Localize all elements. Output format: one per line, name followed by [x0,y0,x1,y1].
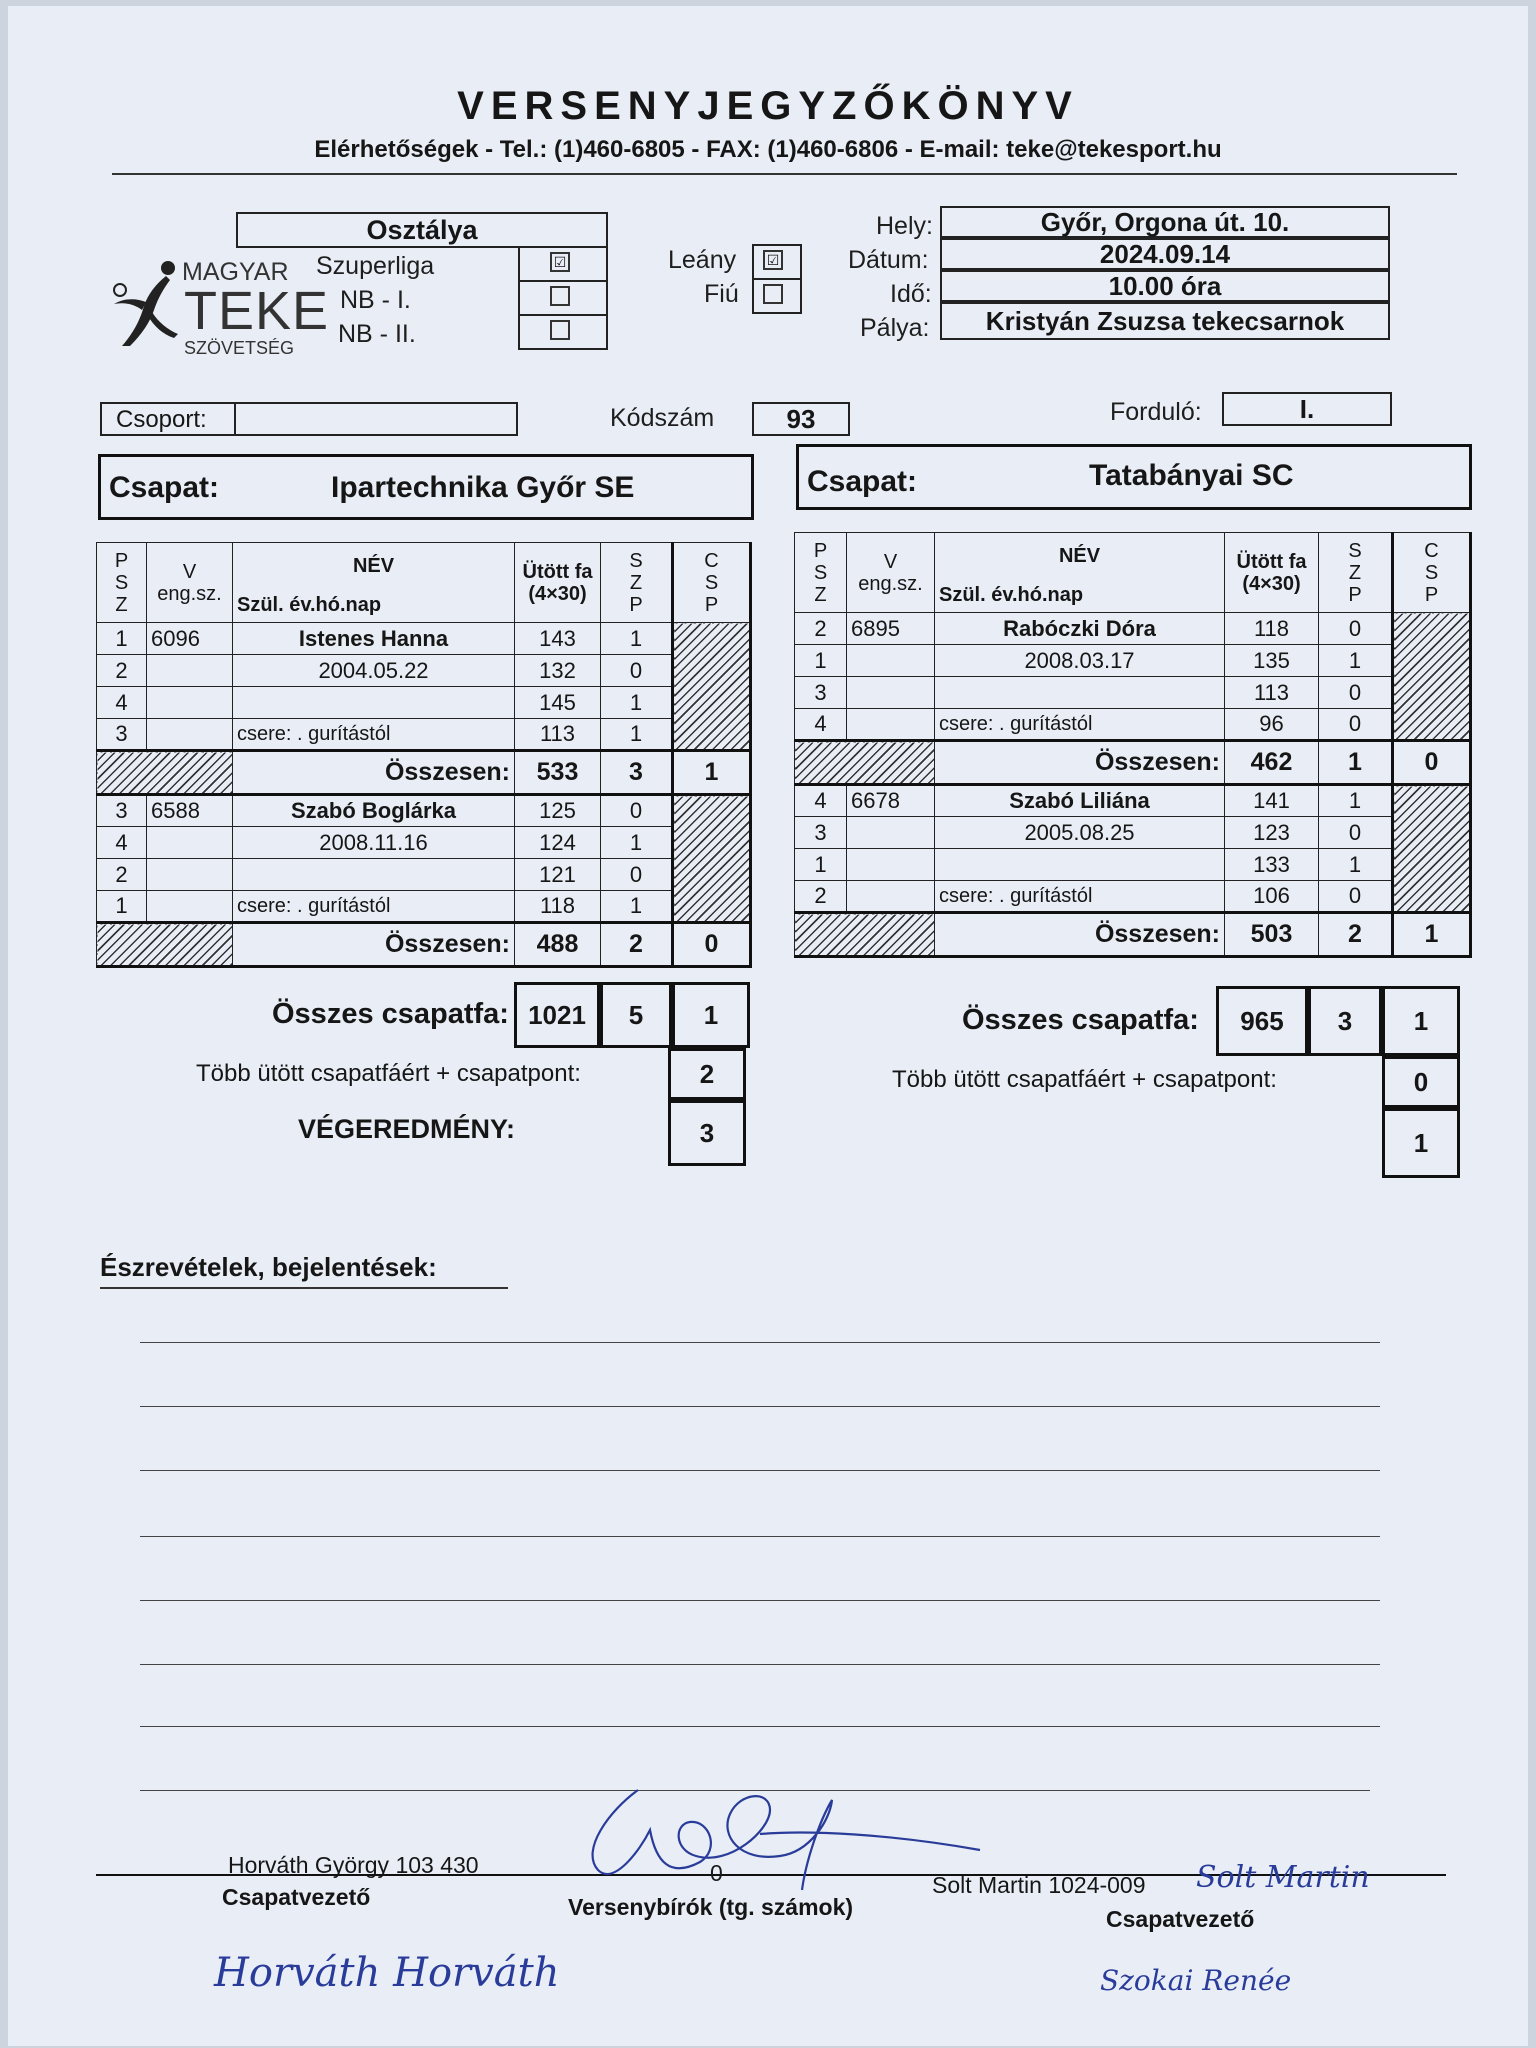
col-v: V eng.sz. [147,543,233,623]
table-row: 2 6895 Rabóczki Dóra 118 0 [795,613,1471,645]
col-nev: NÉV Szül. év.hó.nap [233,543,515,623]
table-row: 2 2004.05.22 132 0 [97,655,751,687]
col-csp: C S P [673,543,751,623]
table-row: 1 csere: . gurítástól 118 1 [97,891,751,923]
table-row: 1 133 1 [795,849,1471,881]
score-table-away [794,532,1472,958]
kodszam-value: 93 [752,402,850,436]
total-label-home: Összes csapatfa: [272,998,509,1030]
right-manager-signature: Solt Martin [1196,1860,1370,1895]
table-row: 2 csere: . gurítástól 106 0 [795,881,1471,913]
table-row: 4 6678 Szabó Liliána 141 1 [795,785,1471,817]
team-szp-home: 5 [600,982,672,1048]
team-total-home: 1021 [514,982,600,1048]
remarks-label: Észrevételek, bejelentések: [100,1252,508,1289]
fordulo-label: Forduló: [1110,398,1202,426]
team-name-away: Tatabányai SC [1089,459,1294,492]
final-away: 1 [1382,1108,1460,1178]
col-psz: P S Z [795,533,847,613]
referee-signature-number: 0 [710,1860,723,1886]
class-option-label-nb1: NB - I. [340,286,411,314]
score-table-header [97,543,751,623]
table-row: 3 csere: . gurítástól 113 1 [97,719,751,751]
team-box-home [98,454,754,520]
class-title: Osztálya [236,212,608,248]
logo-text-magyar: MAGYAR [182,258,289,286]
federation-logo [108,250,330,360]
datum-label: Dátum: [848,246,929,274]
total-label-away: Összes csapatfa: [962,1004,1199,1036]
contact-line: Elérhetőségek - Tel.: (1)460-6805 - FAX: (1)460-6806 - E-mail: teke@tekesport.hu [314,136,1222,163]
col-v: V eng.sz. [847,533,935,613]
team-total-away: 965 [1216,986,1308,1056]
subtotal-row: Összesen: 488 2 0 [97,923,751,967]
ido-value: 10.00 óra [940,270,1390,302]
referee-signature-scribble [570,1770,1010,1900]
subtotal-row: Összesen: 503 2 1 [795,913,1471,957]
csoport-box [100,402,518,436]
remarks-line [140,1600,1380,1601]
team-box-away [796,444,1472,510]
nb2-checkbox[interactable] [550,320,570,340]
fordulo-value: I. [1222,392,1392,426]
palya-value: Kristyán Zsuzsa tekecsarnok [940,302,1390,340]
fiu-checkbox[interactable] [763,284,783,304]
table-row: 3 2005.08.25 123 0 [795,817,1471,849]
bonus-label-away: Több ütött csapatfáért + csapatpont: [892,1066,1277,1093]
bonus-label-home: Több ütött csapatfáért + csapatpont: [196,1060,581,1087]
table-row: 3 6588 Szabó Boglárka 125 0 [97,795,751,827]
remarks-line [140,1406,1380,1407]
hely-value: Győr, Orgona út. 10. [940,206,1390,238]
class-option-label-nb2: NB - II. [338,320,416,348]
score-table-header [795,533,1471,613]
logo-text-szovetseg: SZÖVETSÉG [184,338,295,358]
document-title: VERSENYJEGYZŐKÖNYV [457,84,1079,128]
class-option-label-szuperliga: Szuperliga [316,252,435,280]
referee-role: Versenybírók (tg. számok) [568,1894,854,1920]
logo-text-teke: TEKE [184,281,330,341]
left-manager-signature: Horváth Horváth [214,1950,560,1996]
subtotal-row: Összesen: 462 1 0 [795,741,1471,785]
col-utott: Ütött fa (4×30) [1225,533,1319,613]
left-manager-role: Csapatvezető [222,1884,371,1910]
remarks-line [140,1536,1380,1537]
col-utott: Ütött fa (4×30) [515,543,601,623]
table-row: 2 121 0 [97,859,751,891]
kodszam-label: Kódszám [610,404,715,432]
remarks-line [140,1342,1380,1343]
col-nev: NÉV Szül. év.hó.nap [935,533,1225,613]
team-csp-home: 1 [672,982,750,1048]
col-psz: P S Z [97,543,147,623]
nb1-checkbox[interactable] [550,286,570,306]
palya-label: Pálya: [860,314,930,342]
col-szp: S Z P [1319,533,1393,613]
subtotal-row: Összesen: 533 3 1 [97,751,751,795]
right-manager-name: Solt Martin 1024-009 [932,1872,1146,1898]
ido-label: Idő: [890,280,932,308]
team-label-home: Csapat: [109,471,220,504]
team-label-away: Csapat: [807,465,918,498]
right-manager-role: Csapatvezető [1106,1906,1255,1932]
table-row: 4 csere: . gurítástól 96 0 [795,709,1471,741]
table-row: 3 113 0 [795,677,1471,709]
score-table-home [96,542,752,968]
right-manager-signature-2: Szokai Renée [1100,1964,1292,1997]
datum-value: 2024.09.14 [940,238,1390,270]
col-szp: S Z P [601,543,673,623]
bonus-away: 0 [1382,1056,1460,1108]
table-row: 4 145 1 [97,687,751,719]
team-csp-away: 1 [1382,986,1460,1056]
team-name-home: Ipartechnika Győr SE [331,471,635,504]
csoport-label: Csoport: [116,406,207,433]
hely-label: Hely: [876,212,933,240]
table-row: 1 2008.03.17 135 1 [795,645,1471,677]
col-csp: C S P [1393,533,1471,613]
bonus-home: 2 [668,1048,746,1100]
leany-checkbox[interactable]: ☑ [763,250,783,270]
table-row: 4 2008.11.16 124 1 [97,827,751,859]
final-label: VÉGEREDMÉNY: [298,1114,516,1144]
bowler-icon [108,250,188,350]
gender-label-leany: Leány [668,246,737,274]
left-manager-name: Horváth György 103 430 [228,1852,479,1878]
remarks-line [140,1664,1380,1665]
remarks-line [140,1726,1380,1727]
team-szp-away: 3 [1308,986,1382,1056]
title-divider [112,173,1457,175]
remarks-line [140,1470,1380,1471]
final-home: 3 [668,1100,746,1166]
szuperliga-checkbox[interactable]: ☑ [550,252,570,272]
table-row: 1 6096 Istenes Hanna 143 1 [97,623,751,655]
gender-label-fiu: Fiú [704,280,739,308]
